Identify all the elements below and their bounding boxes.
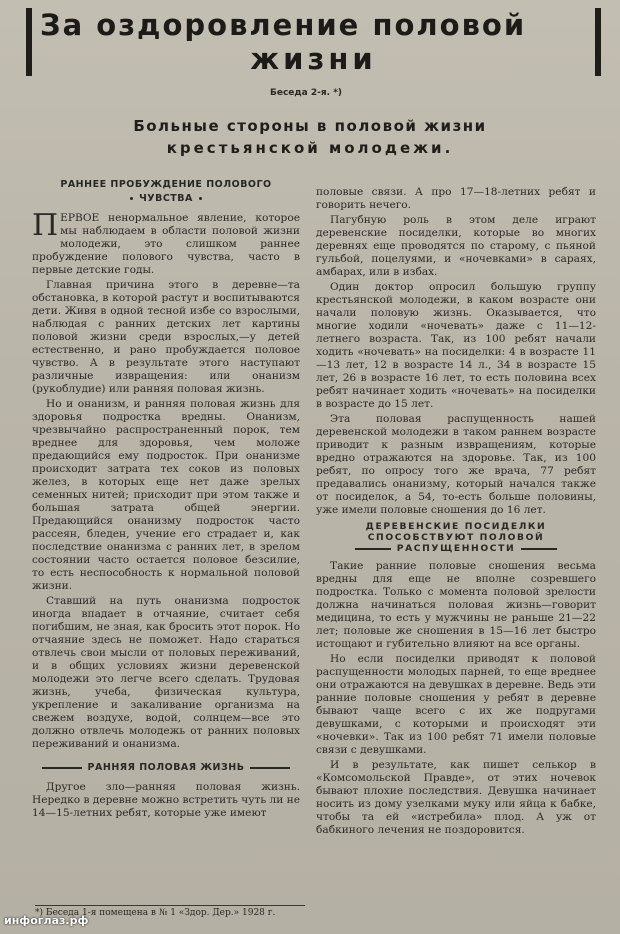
title-line-1: За оздоровление половой xyxy=(40,8,527,42)
subtitle: Беседа 2-я. *) xyxy=(270,88,343,98)
section-heading-early-awakening xyxy=(32,178,300,206)
page-title xyxy=(26,8,601,76)
drop-cap: П xyxy=(32,208,59,243)
section-heading-line-1: РАННЕЕ ПРОБУЖДЕНИЕ ПОЛОВОГО xyxy=(60,179,272,190)
paragraph: половые связи. А про 17—18-летних ребят и говорить нечего. xyxy=(316,186,596,211)
right-column xyxy=(316,186,596,839)
article-headline xyxy=(60,115,560,159)
headline-line-2: крестьянской молодежи. xyxy=(166,139,454,157)
paragraph: Но если посиделки приводят к половой распущенности молодых парней, то еще вреднее они отражаются на девушках в деревне. Ведь эти ранние половые сношения у ребят в деревне бывают чаще всего с их же подругами девушками, с которыми и происходят эти «ночевки». Так из 100 ребят 71 имели половые связи с девушками. xyxy=(316,653,596,756)
title-line-2: жизни xyxy=(250,42,377,76)
paragraph: Главная причина этого в деревне—та обстановка, в которой растут и воспитываются дети. Живя в одной тесной избе со взрослыми, наблюдая с ранних детских лет картины половой жизни среди взрослых,—у детей естественно, и рано пробуждается половое чувство. А в результате этого наступают различные извращения: или онанизм (рукоблудие) или ранняя половая жизнь. xyxy=(32,279,300,395)
paragraph: Но и онанизм, и ранняя половая жизнь для здоровья подростка вредны. Онанизм, чрезвычайно распространенный порок, тем вреднее для здоровья, чем моложе предающийся ему подросток. При онанизме происходит затрата тех соков из половых желез, в которых еще нет даже зрелых семенных нитей; присходит при этом также и большая затрата общей энергии. Предающийся онанизму подросток часто рассеян, бледен, учение его страдает и, как последствие онанизма с ранних лет, в зрелом состоянии часто остается половое безсилие, то есть неспособность к нормальной половой жизни. xyxy=(32,398,300,592)
paragraph: Один доктор опросил большую группу крестьянской молодежи, в каком возрасте они начали половую жизнь. Оказывается, что многие ходили «ночевать» даже с 11—12-летнего возраста. Так, из 100 ребят начали ходить «ночевать» на посиделки: 4 в возрасте 11—13 лет, 12 в возрасте 14 л., 34 в возрасте 15 лет, 26 в возрасте 16 лет, то есть половина всех ребят начинает ходить «ночевать» на посиделки в возрасте до 15 лет. xyxy=(316,281,596,410)
paragraph: Другое зло—ранняя половая жизнь. Нередко в деревне можно встретить чуть ли не 14—15-летних ребят, которые уже имеют xyxy=(32,781,300,819)
section-heading-village-gatherings: ДЕРЕВЕНСКИЕ ПОСИДЕЛКИ СПОСОБСТВУЮТ ПОЛОВОЙ РАСПУЩЕННОСТИ xyxy=(316,521,596,554)
section-heading-line-2: ЧУВСТВА xyxy=(139,193,193,204)
paragraph: Такие ранние половые сношения весьма вредны для еще не вполне созревшего подростка. Только с момента половой зрелости должна начинаться половая жизнь—говорит медицина, то есть у мужчины не раньше 21—22 лет; половые же сношения в 15—16 лет быстро истощают и губительно влияют на все органы. xyxy=(316,560,596,650)
headline-line-1: Больные стороны в половой жизни xyxy=(133,117,487,135)
paragraph: ПЕРВОЕ ненормальное явление, которое мы наблюдаем в области половой жизни молодежи, это слишком раннее пробуждение полового чувства, часто в первые детские годы. xyxy=(32,208,300,276)
left-column xyxy=(32,178,300,822)
watermark: инфоглаз.рф xyxy=(4,914,89,927)
paragraph: Пагубную роль в этом деле играют деревенские посиделки, которые во многих деревнях еще проводятся по старому, с пьяной гульбой, поцелуями, и «ночевками» в сараях, амбарах, или в избах. xyxy=(316,214,596,278)
footnote: *) Беседа 1-я помещена в № 1 «Здор. Дер.» 1928 г. xyxy=(35,905,305,918)
paragraph: И в результате, как пишет селькор в «Комсомольской Правде», от этих ночевок бывают плохие последствия. Девушка начинает носить из дому узелками муку или яйца к бабке, чтобы та ей «истребила» плод. А уж от бабкиного лечения не поздоровится. xyxy=(316,759,596,836)
section-heading-early-sexual-life: РАННЯЯ ПОЛОВАЯ ЖИЗНЬ xyxy=(32,761,300,775)
paragraph: Ставший на путь онанизма подросток иногда впадает в отчаяние, считает себя погибшим, не зная, как бросить этот порок. Но отчаяние здесь не поможет. Надо стараться отвлечь свои мысли от половых переживаний, и в общих условиях жизни деревенской молодежи это легче всего сделать. Трудовая жизнь, учеба, физическая культура, укрепление и закаливание организма на свежем воздухе, водой, солнцем—все это должно отвлечь молодежь от ранних половых переживаний и онанизма. xyxy=(32,595,300,750)
paragraph: Эта половая распущенность нашей деревенской молодежи в таком раннем возрасте приводит к разным извращениям, которые вредно отражаются на здоровье. Так, из 100 ребят, по опросу того же врача, 77 ребят предавались онанизму, который начался также от посиделок, а 54, то-есть больше половины, уже имели половые сношения до 16 лет. xyxy=(316,413,596,516)
